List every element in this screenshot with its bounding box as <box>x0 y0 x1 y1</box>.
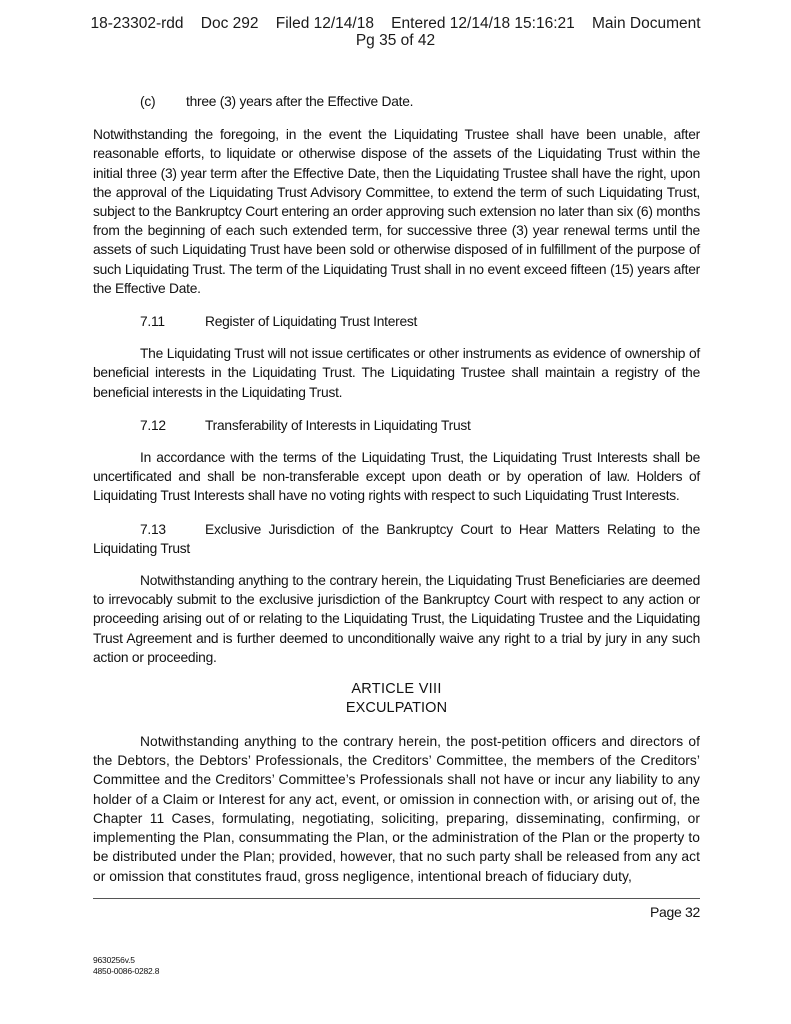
paragraph-register: The Liquidating Trust will not issue certificates or other instruments as evidence of ownership of beneficial interests in the Liquidating Trust. The Liquidating Trustee shall maintain a registry of the beneficial interests in the Liquidating Trust. <box>93 346 700 400</box>
paragraph-exclusive-jurisdiction: Notwithstanding anything to the contrary herein, the Liquidating Trust Beneficiaries are deemed to irrevocably submit to the exclusive jurisdiction of the Bankruptcy Court with respect to any action or proceeding arising out of or relating to the Liquidating Trust, the Liquidating Trustee and the Liquidating Trust Agreement and is further deemed to unconditionally waive any right to a trial by jury in any such action or proceeding. <box>93 573 700 665</box>
section-heading-7-13 <box>93 520 700 558</box>
article-number: ARTICLE VIII <box>351 681 442 698</box>
document-id-primary: 9630256v.5 <box>93 955 135 965</box>
paragraph-transferability: In accordance with the terms of the Liquidating Trust, the Liquidating Trust Interests shall be uncertificated and shall be non-transferable except upon death or by operation of law. Holders of Liquidating Trust Interests shall have no voting rights with respect to such Liquidating Trust Interests. <box>93 450 700 504</box>
document-body <box>93 92 700 886</box>
footer-divider <box>93 898 700 899</box>
section-title: Transferability of Interests in Liquidating Trust <box>205 417 471 433</box>
filing-info-line: 18-23302-rdd Doc 292 Filed 12/14/18 Entered 12/14/18 15:16:21 Main Document <box>90 15 701 32</box>
page-count-line: Pg 35 of 42 <box>355 32 436 49</box>
page-number: Page 32 <box>649 904 700 920</box>
section-title: Register of Liquidating Trust Interest <box>205 314 418 330</box>
list-item-marker: (c) <box>140 94 156 109</box>
list-item-c <box>93 92 700 111</box>
section-title: Exclusive Jurisdiction of the Bankruptcy Court to Hear Matters Relating to the Liquidating Trust <box>93 521 700 556</box>
section-number: 7.11 <box>140 314 165 330</box>
article-title: EXCULPATION <box>345 700 448 717</box>
section-number: 7.12 <box>140 417 166 433</box>
list-item-text: three (3) years after the Effective Date. <box>186 94 414 109</box>
paragraph-trust-term-extension: Notwithstanding the foregoing, in the event the Liquidating Trustee shall have been unable, after reasonable efforts, to liquidate or otherwise dispose of the assets of the Liquidating Trust within the initial three (3) year term after the Effective Date, then the Liquidating Trustee shall have the right, upon the approval of the Liquidating Trust Advisory Committee, to extend the term of such Liquidating Trust, subject to the Bankruptcy Court entering an order approving such extension no later than six (6) months from the beginning of each such extended term, for successive three (3) year renewal terms until the assets of such Liquidating Trust have been sold or otherwise disposed of in fulfillment of the purpose of such Liquidating Trust. The term of the Liquidating Trust shall in no event exceed fifteen (15) years after the Effective Date. <box>93 127 700 296</box>
document-id-block <box>93 955 159 976</box>
court-filing-header <box>0 15 791 49</box>
section-number: 7.13 <box>140 521 166 537</box>
paragraph-exculpation: Notwithstanding anything to the contrary herein, the post-petition officers and directors of the Debtors, the Debtors’ Professionals, the Creditors’ Committee, the members of the Creditors’ Committee and the Creditors’ Committee’s Professionals shall not have or incur any liability to any holder of a Claim or Interest for any act, event, or omission in connection with, or arising out of, the Chapter 11 Cases, formulating, negotiating, soliciting, preparing, disseminating, confirming, or implementing the Plan, consummating the Plan, or the administration of the Plan or the property to be distributed under the Plan; provided, however, that no such party shall be released from any act or omission that constitutes fraud, gross negligence, intentional breach of fiduciary duty, <box>93 734 700 884</box>
document-id-secondary: 4850-0086-0282.8 <box>93 965 160 976</box>
section-heading-7-11 <box>93 312 700 331</box>
section-heading-7-12 <box>93 416 700 435</box>
